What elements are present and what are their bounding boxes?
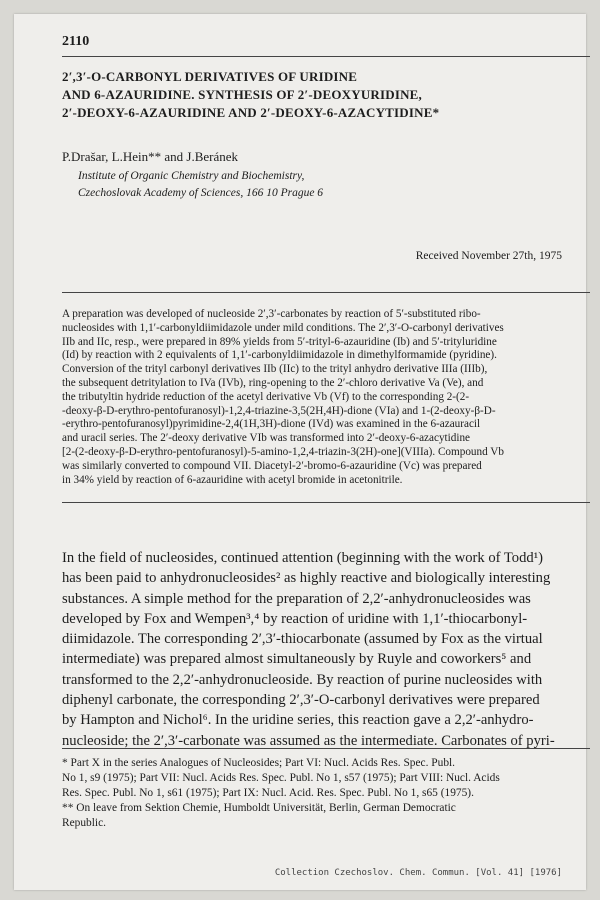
authors: P.Drašar, L.Hein** and J.Beránek (62, 149, 239, 164)
body-line: by Hampton and Nichol⁶. In the uridine series, this reaction gave a 2,2′-anhydro- (62, 712, 534, 729)
abstract-top-rule (62, 292, 590, 293)
title-line: 2′,3′-O-CARBONYL DERIVATIVES OF URIDINE (62, 69, 358, 84)
header-rule (62, 56, 590, 57)
abstract-line: was similarly converted to compound VII. Diacetyl-2′-bromo-6-azauridine (Vc) was prepared (62, 459, 482, 472)
page-number: 2110 (62, 34, 90, 49)
body-line: In the field of nucleosides, continued attention (beginning with the work of Todd¹) (62, 550, 543, 566)
footnote-line: No 1, s9 (1975); Part VII: Nucl. Acids Res. Spec. Publ. No 1, s57 (1975); Part VIII: Nucl. Acids (62, 772, 500, 784)
footnote-rule (62, 748, 590, 749)
abstract-line: -deoxy-β-D-erythro-pentofuranosyl)-1,2,4-triazine-3,5(2H,4H)-dione (VIa) and 1-(2-deoxy-β-D- (62, 404, 496, 417)
footnote-line: * Part X in the series Analogues of Nucleosides; Part VI: Nucl. Acids Res. Spec. Publ. (62, 757, 456, 769)
abstract-line: nucleosides with 1,1′-carbonyldiimidazole under mild conditions. The 2′,3′-O-carbonyl derivatives (62, 321, 504, 334)
affiliation (78, 168, 323, 202)
abstract-line: [2-(2-deoxy-β-D-erythro-pentofuranosyl)-5-amino-1,2,4-triazin-3(2H)-one](VIIIa). Compound Vb (62, 445, 504, 458)
body-line: diphenyl carbonate, the corresponding 2′,3′-O-carbonyl derivatives were prepared (62, 692, 540, 709)
body-text (62, 548, 590, 751)
body-line: developed by Fox and Wempen³,⁴ by reaction of uridine with 1,1′-thiocarbonyl- (62, 610, 528, 627)
body-line: diimidazole. The corresponding 2′,3′-thiocarbonate (assumed by Fox as the virtual (62, 631, 543, 648)
title-line: AND 6-AZAURIDINE. SYNTHESIS OF 2′-DEOXYURIDINE, (62, 87, 423, 102)
affiliation-line: Czechoslovak Academy of Sciences, 166 10 Prague 6 (78, 187, 324, 199)
footnote-line: Res. Spec. Publ. No 1, s61 (1975); Part IX: Nucl. Acid. Res. Spec. Publ. No 1, s65 (1975). (62, 787, 474, 799)
body-line: intermediate) was prepared almost simultaneously by Ruyle and coworkers⁵ and (62, 651, 532, 668)
journal-footer: Collection Czechoslov. Chem. Commun. [Vol. 41] [1976] (274, 868, 562, 878)
body-line: substances. A simple method for the preparation of 2,2′-anhydronucleosides was (62, 590, 531, 607)
footnote-line: Republic. (62, 817, 106, 829)
abstract-line: Conversion of the trityl carbonyl derivatives IIb (IIc) to the trityl anhydro derivative IIIa (IIIb), (62, 363, 488, 376)
abstract-line: A preparation was developed of nucleoside 2′,3′-carbonates by reaction of 5′-substituted ribo- (62, 308, 481, 320)
abstract-line: and uracil series. The 2′-deoxy derivative VIb was transformed into 2′-deoxy-6-azacytidine (62, 432, 471, 445)
affiliation-line: Institute of Organic Chemistry and Biochemistry, (78, 170, 305, 182)
body-line: transformed to the 2,2′-anhydronucleoside. By reaction of purine nucleosides with (62, 671, 543, 688)
abstract-line: IIb and IIc, resp., were prepared in 89% yields from 5′-trityl-6-azauridine (Ib) and 5′-trityluridine (62, 335, 497, 348)
abstract-line: (Id) by reaction with 2 equivalents of 1,1′-carbonyldiimidazole in dimethylformamide (pyridine). (62, 349, 497, 362)
abstract-line: -erythro-pentofuranosyl)pyrimidine-2,4(1H,3H)-dione (IVd) was examined in the 6-azauracil (62, 418, 481, 431)
abstract-line: the subsequent detritylation to IVa (IVb), ring-opening to the 2′-chloro derivative Va (Ve), and (62, 376, 484, 389)
abstract-line: the tributyltin hydride reduction of the acetyl derivative Vb (Vf) to the corresponding 2-(2- (62, 390, 470, 403)
footnotes (62, 756, 590, 831)
footnote-line: ** On leave from Sektion Chemie, Humboldt Universität, Berlin, German Democratic (62, 802, 456, 814)
article-title (62, 68, 590, 122)
received-date: Received November 27th, 1975 (415, 250, 562, 262)
title-line: 2′-DEOXY-6-AZAURIDINE AND 2′-DEOXY-6-AZACYTIDINE* (62, 105, 440, 120)
paper-page (14, 14, 586, 890)
body-line: nucleoside; the 2′,3′-carbonate was assumed as the intermediate. Carbonates of pyri- (62, 732, 555, 749)
abstract-line: in 34% yield by reaction of 6-azauridine with acetyl bromide in acetonitrile. (62, 473, 403, 486)
abstract-bottom-rule (62, 502, 590, 503)
abstract (62, 308, 590, 487)
body-line: has been paid to anhydronucleosides² as highly reactive and biologically interesting (62, 570, 551, 587)
